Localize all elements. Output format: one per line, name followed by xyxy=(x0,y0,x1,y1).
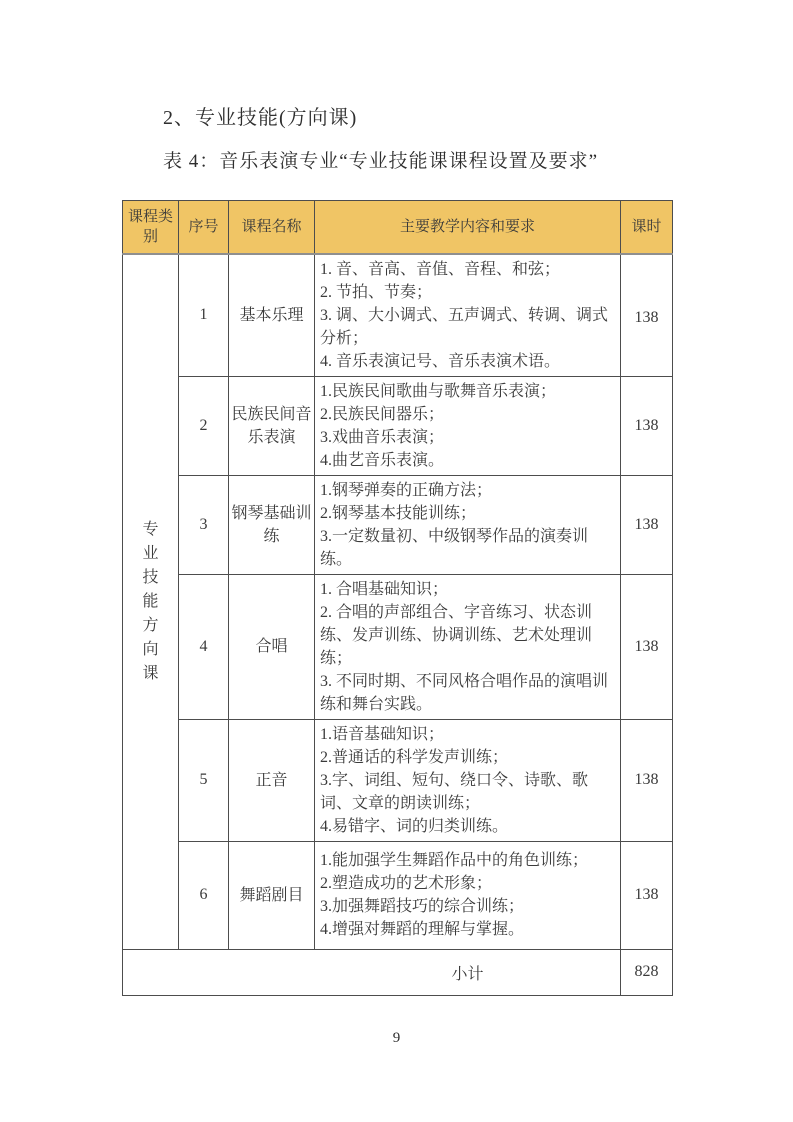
header-content: 主要教学内容和要求 xyxy=(315,201,621,254)
page-number: 9 xyxy=(392,1030,401,1046)
content-item: 1.民族民间歌曲与歌舞音乐表演； xyxy=(320,382,557,400)
hours-cell: 138 xyxy=(621,254,673,377)
table-row xyxy=(123,376,673,475)
content-item: 3.戏曲音乐表演； xyxy=(320,428,445,446)
content-item: 3. 不同时期、不同风格合唱作品的演唱训练和舞台实践。 xyxy=(320,672,609,713)
section-title: 2、专业技能(方向课) xyxy=(163,107,358,129)
table-row xyxy=(123,574,673,719)
content-item: 3.一定数量初、中级钢琴作品的演奏训练。 xyxy=(320,527,589,568)
content-item: 2.普通话的科学发声训练； xyxy=(320,748,509,766)
header-no: 序号 xyxy=(179,201,229,254)
hours-cell: 138 xyxy=(621,475,673,574)
header-category: 课程类别 xyxy=(123,201,179,254)
table-row xyxy=(123,254,673,377)
course-content xyxy=(315,574,621,719)
hours-cell: 138 xyxy=(621,841,673,949)
row-no: 3 xyxy=(179,475,229,574)
course-name: 民族民间音乐表演 xyxy=(229,376,315,475)
course-table xyxy=(122,200,673,996)
row-no: 6 xyxy=(179,841,229,949)
content-item: 4.增强对舞蹈的理解与掌握。 xyxy=(320,921,525,938)
table-row xyxy=(123,475,673,574)
category-cell xyxy=(123,254,179,950)
content-item: 4.曲艺音乐表演。 xyxy=(320,451,445,469)
table-row xyxy=(123,841,673,949)
hours-cell: 138 xyxy=(621,574,673,719)
course-name: 合唱 xyxy=(229,574,315,719)
content-item: 3. 调、大小调式、五声调式、转调、调式分析； xyxy=(320,306,609,347)
course-content xyxy=(315,841,621,949)
content-item: 1. 合唱基础知识； xyxy=(320,580,449,598)
hours-cell: 138 xyxy=(621,719,673,841)
subtotal-row xyxy=(123,949,673,995)
subtotal-hours: 828 xyxy=(621,949,673,995)
table-header-row xyxy=(123,201,673,254)
row-no: 2 xyxy=(179,376,229,475)
content-item: 1. 音、音高、音值、音程、和弦； xyxy=(320,260,561,278)
row-no: 1 xyxy=(179,254,229,377)
row-no: 5 xyxy=(179,719,229,841)
course-content xyxy=(315,719,621,841)
hours-cell: 138 xyxy=(621,376,673,475)
course-name: 钢琴基础训练 xyxy=(229,475,315,574)
content-item: 4. 音乐表演记号、音乐表演术语。 xyxy=(320,352,561,370)
content-item: 2.民族民间器乐； xyxy=(320,405,445,423)
course-content xyxy=(315,475,621,574)
content-item: 2. 合唱的声部组合、字音练习、状态训练、发声训练、协调训练、艺术处理训练； xyxy=(320,603,593,667)
header-course-name: 课程名称 xyxy=(229,201,315,254)
course-content xyxy=(315,254,621,377)
content-item: 3.加强舞蹈技巧的综合训练； xyxy=(320,898,525,915)
content-item: 4.易错字、词的归类训练。 xyxy=(320,817,509,835)
course-content xyxy=(315,376,621,475)
content-item: 3.字、词组、短句、绕口令、诗歌、歌词、文章的朗读训练； xyxy=(320,771,589,812)
course-name: 基本乐理 xyxy=(229,254,315,377)
content-item: 1.钢琴弹奏的正确方法； xyxy=(320,481,493,499)
content-item: 2. 节拍、节奏； xyxy=(320,283,433,301)
row-no: 4 xyxy=(179,574,229,719)
course-name: 正音 xyxy=(229,719,315,841)
table-row xyxy=(123,719,673,841)
content-item: 1.语音基础知识； xyxy=(320,725,445,743)
content-item: 2.塑造成功的艺术形象； xyxy=(320,875,493,892)
subtotal-label: 小计 xyxy=(123,949,621,995)
content-item: 1.能加强学生舞蹈作品中的角色训练； xyxy=(320,852,589,869)
course-name: 舞蹈剧目 xyxy=(229,841,315,949)
header-hours: 课时 xyxy=(621,201,673,254)
table-caption: 表 4：音乐表演专业“专业技能课课程设置及要求” xyxy=(163,151,599,172)
content-item: 2.钢琴基本技能训练； xyxy=(320,504,477,522)
category-label: 专业技能方向课 xyxy=(142,520,159,682)
